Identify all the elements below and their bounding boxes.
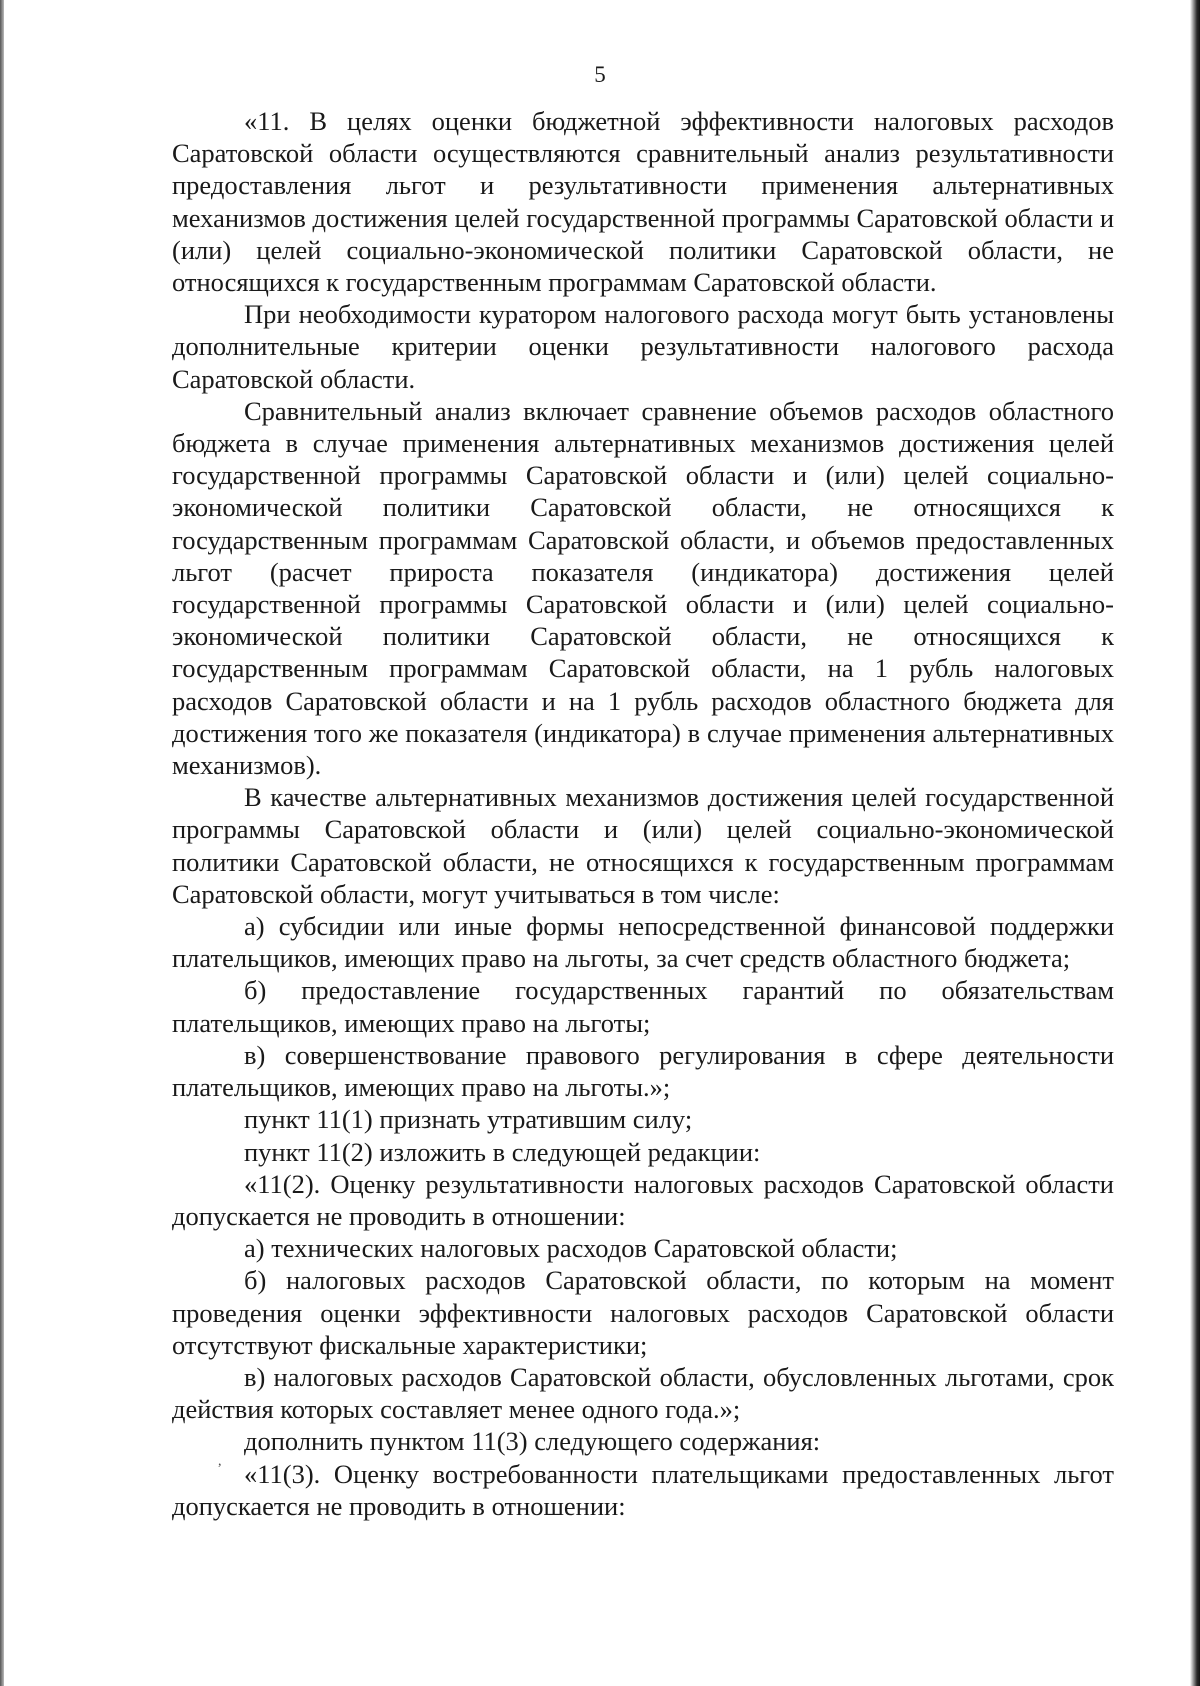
paragraph-11-1-repealed: пункт 11(1) признать утратившим силу; xyxy=(244,1104,693,1135)
paragraph-comparative-analysis: Сравнительный анализ включает сравнение объемов расходов областного бюджета в случае применения альтернативных механизмов достижения целей государственной программы Саратовской области и (или) целей социально-экономической политики Саратовской области, не относящихся к государственным программам Саратовской области, и объемов предоставленных льгот (расчет прироста показателя (индикатора) достижения целей государственной программы Саратовской области и (или) целей социально-экономической политики Саратовской области, не относящихся к государственным программам Саратовской области, на 1 рубль налоговых расходов Саратовской области и на 1 рубль расходов областного бюджета для достижения того же показателя (индикатора) в случае применения альтернативных механизмов). xyxy=(172,395,1114,781)
paragraph-11-2-intro: пункт 11(2) изложить в следующей редакции: xyxy=(244,1136,761,1167)
list-item-c-short-term: в) налоговых расходов Саратовской области, обусловленных льготами, срок действия которых составляет менее одного года.»; xyxy=(172,1361,1114,1425)
list-item-b-guarantees: б) предоставление государственных гарантий по обязательствам плательщиков, имеющих право на льготы; xyxy=(172,975,1114,1038)
paragraph-curator-criteria: При необходимости куратором налогового расхода могут быть установлены дополнительные критерии оценки результативности налогового расхода Саратовской области. xyxy=(172,299,1114,394)
paragraph-11-3: «11(3). Оценку востребованности плательщиками предоставленных льгот допускается не проводить в отношении: xyxy=(172,1458,1114,1521)
scan-left-edge xyxy=(0,0,4,1686)
scan-right-edge xyxy=(1190,0,1200,1686)
paragraph-11-2: «11(2). Оценку результативности налоговых расходов Саратовской области допускается не проводить в отношении: xyxy=(172,1168,1114,1231)
paragraph-11: «11. В целях оценки бюджетной эффективности налоговых расходов Саратовской области осуществляются сравнительный анализ результативности предоставления льгот и результативности применения альтернативных механизмов достижения целей государственной программы Саратовской области и (или) целей социально-экономической политики Саратовской области, не относящихся к государственным программам Саратовской области. xyxy=(172,106,1114,298)
list-item-b-fiscal: б) налоговых расходов Саратовской области, по которым на момент проведения оценки эффективности налоговых расходов Саратовской области отсутствуют фискальные характеристики; xyxy=(172,1265,1114,1360)
paragraph-alternative-mechanisms: В качестве альтернативных механизмов достижения целей государственной программы Саратовской области и (или) целей социально-экономической политики Саратовской области, не относящихся к государственным программам Саратовской области, могут учитываться в том числе: xyxy=(172,782,1114,909)
paragraph-11-3-intro: дополнить пунктом 11(3) следующего содержания: xyxy=(244,1426,821,1457)
document-body xyxy=(172,105,1114,1522)
list-item-c-regulation: в) совершенствование правового регулирования в сфере деятельности плательщиков, имеющих право на льготы.»; xyxy=(172,1039,1114,1103)
list-item-a-technical: а) технических налоговых расходов Саратовской области; xyxy=(244,1233,898,1264)
list-item-a-subsidies: а) субсидии или иные формы непосредственной финансовой поддержки плательщиков, имеющих право на льготы, за счет средств областного бюджета; xyxy=(172,911,1114,974)
page-number: 5 xyxy=(594,62,606,87)
scan-speck: , xyxy=(218,1454,222,1469)
